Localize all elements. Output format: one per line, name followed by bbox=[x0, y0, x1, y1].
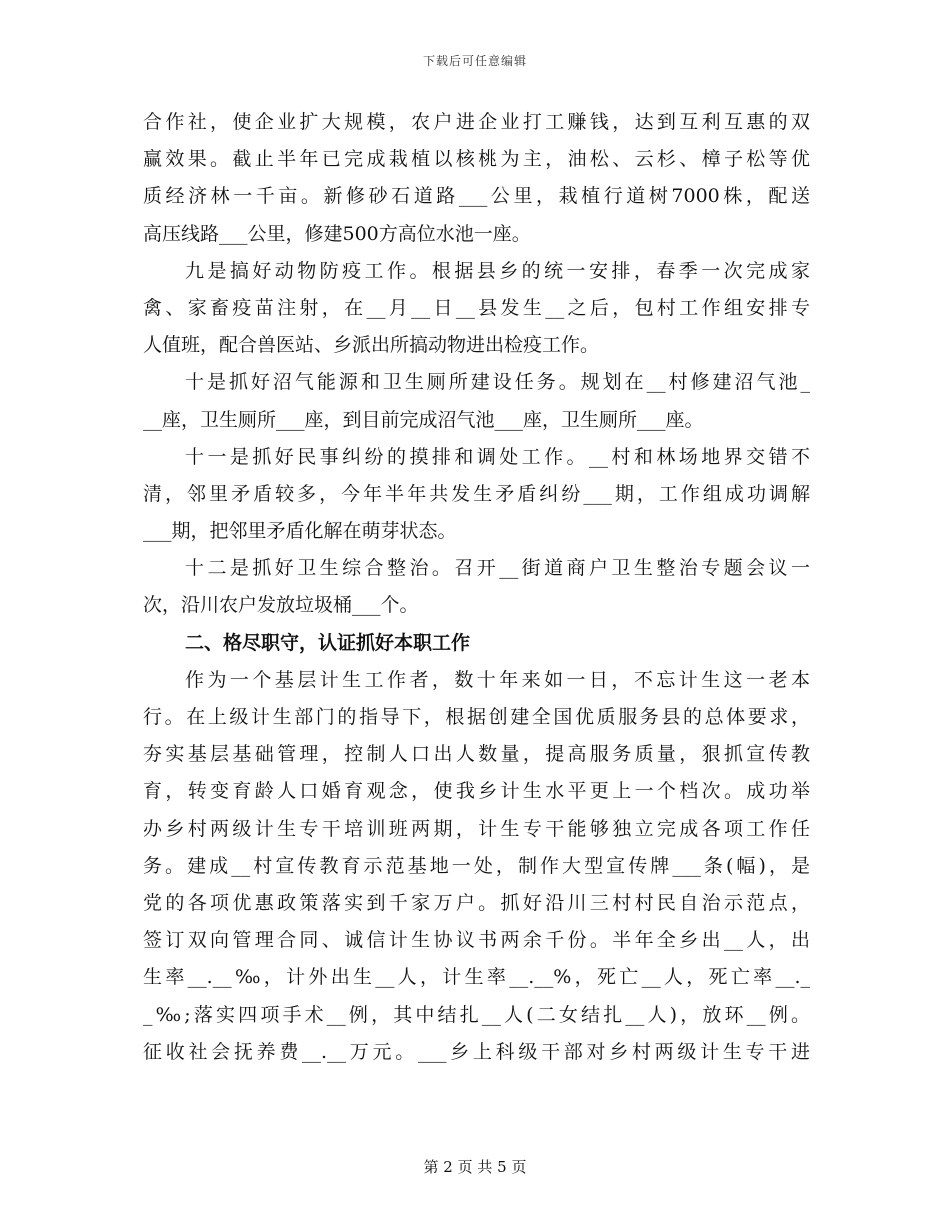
text-line: 十一是抓好民事纠纷的摸排和调处工作。__村和林场地界交错不 bbox=[185, 445, 810, 468]
text-line: 办乡村两级计生专干培训班两期，计生专干能够独立完成各项工作任 bbox=[143, 817, 810, 840]
text-line: 质经济林一千亩。新修砂石道路___公里，栽植行道树7000株，配送 bbox=[143, 185, 810, 208]
text-line: 赢效果。截止半年已完成栽植以核桃为主，油松、云杉、樟子松等优 bbox=[143, 148, 810, 171]
text-line: 作为一个基层计生工作者，数十年来如一日，不忘计生这一老本 bbox=[185, 668, 810, 691]
text-line: ___期，把邻里矛盾化解在萌芽状态。 bbox=[143, 520, 457, 543]
text-line: 高压线路___公里，修建500方高位水池一座。 bbox=[143, 222, 531, 245]
document-body bbox=[143, 104, 810, 1071]
text-line: 清，邻里矛盾较多，今年半年共发生矛盾纠纷___期，工作组成功调解 bbox=[143, 482, 810, 505]
text-line: 九是搞好动物防疫工作。根据县乡的统一安排，春季一次完成家 bbox=[185, 259, 810, 282]
text-line: 征收社会抚养费__.__万元。___乡上科级干部对乡村两级计生专干进 bbox=[143, 1040, 810, 1063]
text-line: 夯实基层基础管理，控制人口出人数量，提高服务质量，狠抓宣传教 bbox=[143, 743, 810, 766]
text-line: 禽、家畜疫苗注射，在__月__日__县发生__之后，包村工作组安排专 bbox=[143, 296, 810, 319]
text-line: 十是抓好沼气能源和卫生厕所建设任务。规划在__村修建沼气池_ bbox=[185, 371, 810, 394]
text-line: 务。建成__村宣传教育示范基地一处，制作大型宣传牌___条(幅)，是 bbox=[143, 854, 810, 877]
text-line: 生率__.__‰，计外出生__人，计生率__.__%，死亡__人，死亡率__._ bbox=[143, 966, 810, 989]
page-footer: 第 2 页 共 5 页 bbox=[423, 1158, 527, 1176]
text-line: 次，沿川农户发放垃圾桶___个。 bbox=[143, 594, 419, 617]
text-line: 签订双向管理合同、诚信计生协议书两余千份。半年全乡出__人，出 bbox=[143, 929, 810, 952]
text-line: 育，转变育龄人口婚育观念，使我乡计生水平更上一个档次。成功举 bbox=[143, 780, 810, 803]
text-line: 党的各项优惠政策落实到千家万户。抓好沿川三村村民自治示范点， bbox=[143, 891, 810, 914]
text-line: 合作社，使企业扩大规模，农户进企业打工赚钱，达到互利互惠的双 bbox=[143, 111, 810, 133]
text-line: 十二是抓好卫生综合整治。召开__街道商户卫生整治专题会议一 bbox=[185, 557, 810, 580]
text-line: __座，卫生厕所___座，到目前完成沼气池___座，卫生厕所___座。 bbox=[143, 408, 704, 431]
text-line: _‰;落实四项手术__例，其中结扎__人(二女结扎__人)，放环__例。 bbox=[143, 1003, 810, 1026]
text-line: 行。在上级计生部门的指导下，根据创建全国优质服务县的总体要求， bbox=[143, 706, 810, 728]
text-line: 人值班，配合兽医站、乡派出所搞动物进出检疫工作。 bbox=[143, 334, 600, 357]
section-heading: 二、格尽职守，认证抓好本职工作 bbox=[185, 631, 471, 654]
page-header: 下载后可任意编辑 bbox=[422, 54, 527, 68]
